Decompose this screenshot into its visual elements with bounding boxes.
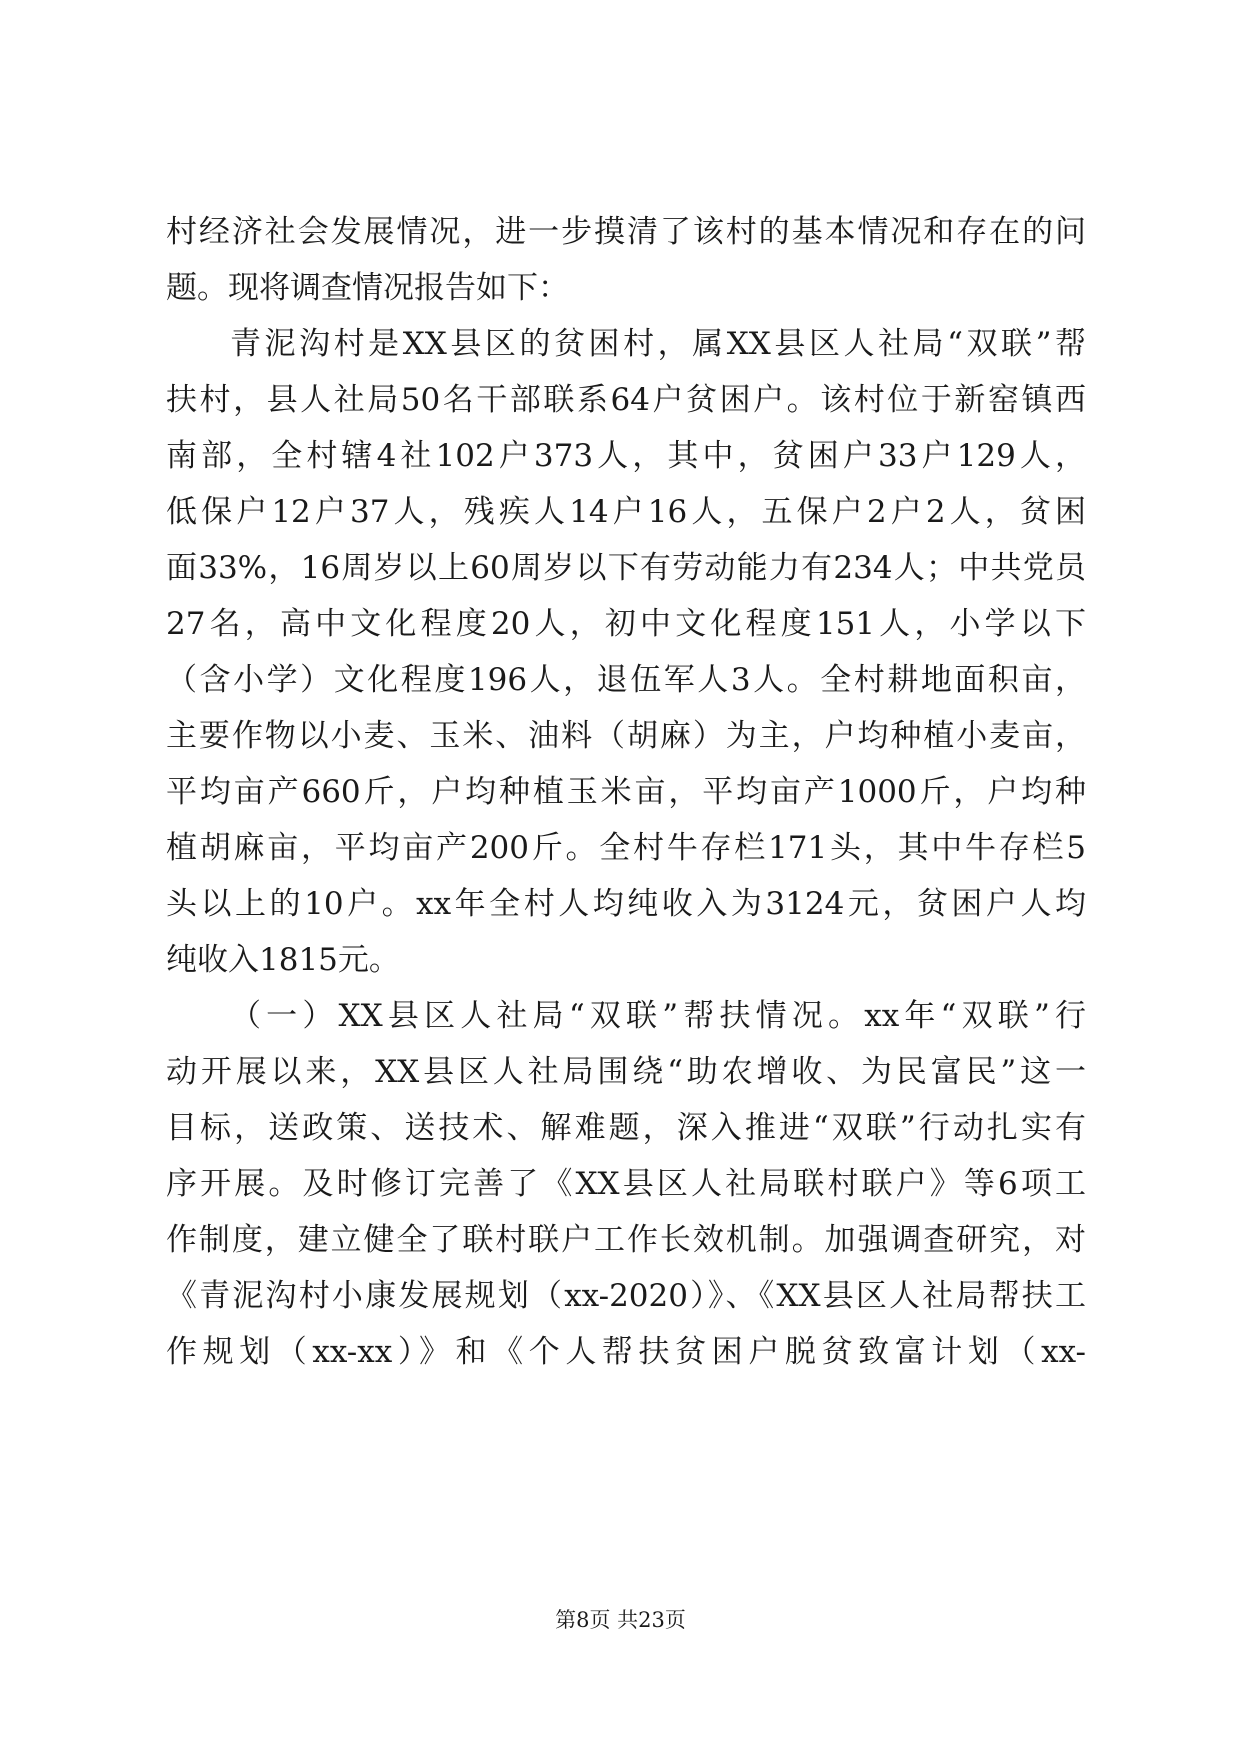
page-number-footer: 第8页 共23页 <box>555 1608 686 1632</box>
body-line-6: 低保户12户37人，残疾人14户16人，五保户2户2人，贫困 <box>166 494 1086 530</box>
body-line-17: 目标，送政策、送技术、解难题，深入推进“双联”行动扎实有 <box>166 1110 1086 1146</box>
body-line-15: （一）XX县区人社局“双联”帮扶情况。xx年“双联”行 <box>230 998 1086 1034</box>
body-line-18: 序开展。及时修订完善了《XX县区人社局联村联户》等6项工 <box>166 1166 1086 1202</box>
body-line-9: （含小学）文化程度196人，退伍军人3人。全村耕地面积亩， <box>166 662 1086 698</box>
body-line-8: 27名，高中文化程度20人，初中文化程度151人，小学以下 <box>166 606 1086 642</box>
body-line-4: 扶村，县人社局50名干部联系64户贫困户。该村位于新窑镇西 <box>166 382 1086 418</box>
body-line-10: 主要作物以小麦、玉米、油料（胡麻）为主，户均种植小麦亩， <box>166 718 1086 754</box>
body-line-11: 平均亩产660斤，户均种植玉米亩，平均亩产1000斤，户均种 <box>166 774 1086 810</box>
body-line-16: 动开展以来，XX县区人社局围绕“助农增收、为民富民”这一 <box>166 1054 1086 1090</box>
body-line-13: 头以上的10户。xx年全村人均纯收入为3124元，贫困户人均 <box>166 886 1086 922</box>
body-line-20: 《青泥沟村小康发展规划（xx-2020）》、《XX县区人社局帮扶工 <box>166 1278 1086 1314</box>
body-line-1: 村经济社会发展情况，进一步摸清了该村的基本情况和存在的问 <box>166 214 1086 250</box>
body-line-12: 植胡麻亩，平均亩产200斤。全村牛存栏171头，其中牛存栏5 <box>166 830 1086 866</box>
body-line-3: 青泥沟村是XX县区的贫困村，属XX县区人社局“双联”帮 <box>230 326 1086 362</box>
body-line-5: 南部，全村辖4社102户373人，其中，贫困户33户129人， <box>166 438 1086 474</box>
body-line-21: 作规划（xx-xx）》和《个人帮扶贫困户脱贫致富计划（xx- <box>166 1334 1086 1370</box>
body-line-19: 作制度，建立健全了联村联户工作长效机制。加强调查研究，对 <box>166 1222 1086 1258</box>
body-line-14: 纯收入1815元。 <box>166 942 400 978</box>
body-line-7: 面33%，16周岁以上60周岁以下有劳动能力有234人；中共党员 <box>166 550 1086 586</box>
body-line-2: 题。现将调查情况报告如下： <box>166 270 569 306</box>
